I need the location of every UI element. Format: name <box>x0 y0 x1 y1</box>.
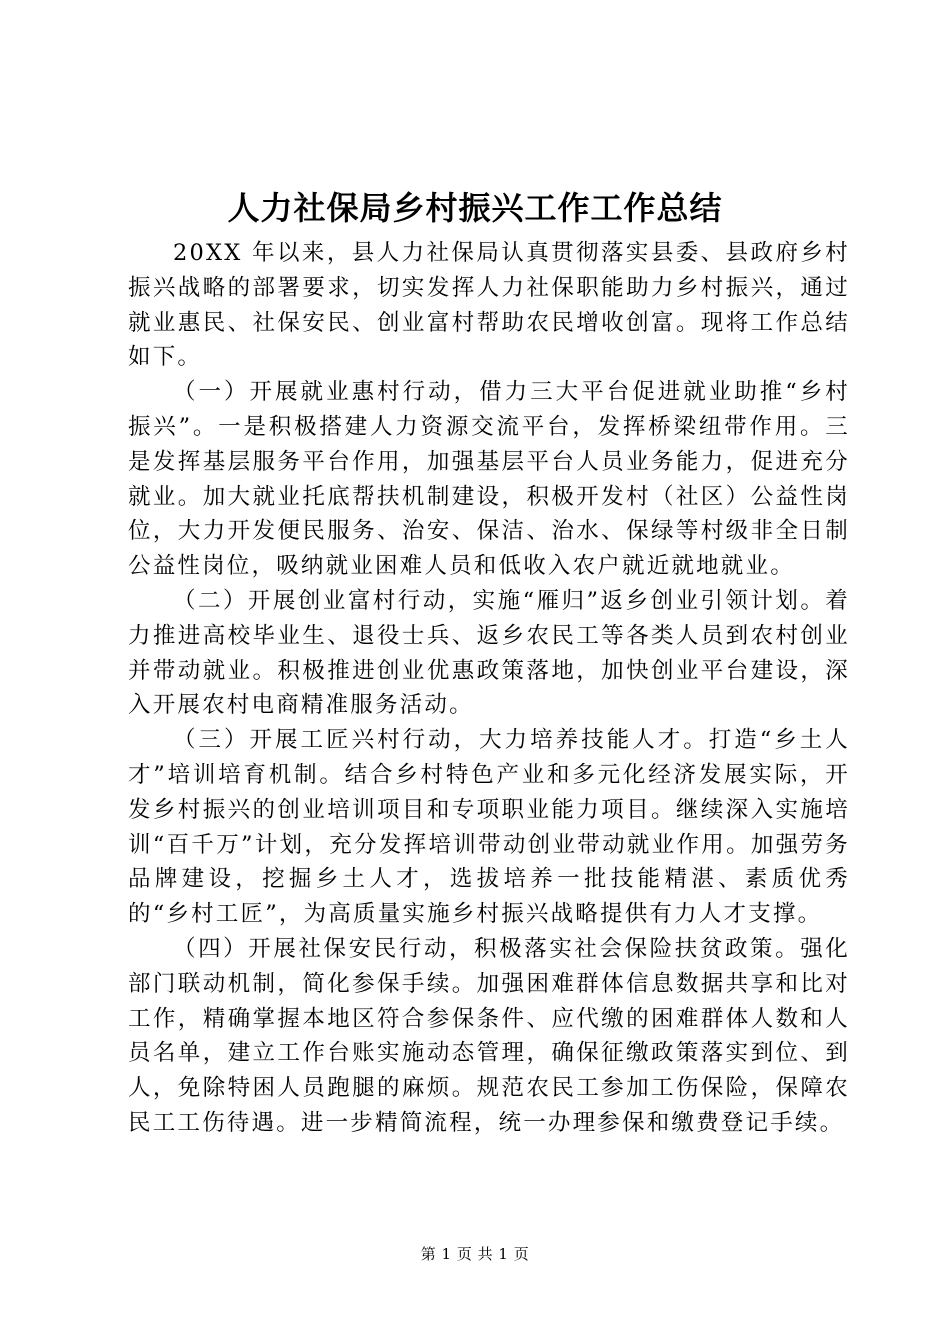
document-body <box>128 236 850 1141</box>
document-title: 人力社保局乡村振兴工作工作总结 <box>227 189 723 227</box>
page-number-footer: 第 1 页 共 1 页 <box>420 1245 530 1263</box>
paragraph-section-1: （一）开展就业惠村行动，借力三大平台促进就业助推“乡村振兴”。一是积极搭建人力资源交流平台，发挥桥梁纽带作用。三是发挥基层服务平台作用，加强基层平台人员业务能力，促进充分就业。加大就业托底帮扶机制建设，积极开发村（社区）公益性岗位，大力开发便民服务、治安、保洁、治水、保绿等村级非全日制公益性岗位，吸纳就业困难人员和低收入农户就近就地就业。 <box>128 379 850 580</box>
paragraph-section-3: （三）开展工匠兴村行动，大力培养技能人才。打造“乡土人才”培训培育机制。结合乡村特色产业和多元化经济发展实际，开发乡村振兴的创业培训项目和专项职业能力项目。继续深入实施培训“百千万”计划，充分发挥培训带动创业带动就业作用。加强劳务品牌建设，挖掘乡土人才，选拔培养一批技能精湛、素质优秀的“乡村工匠”，为高质量实施乡村振兴战略提供有力人才支撑。 <box>128 727 850 928</box>
paragraph-section-2: （二）开展创业富村行动，实施“雁归”返乡创业引领计划。着力推进高校毕业生、退役士兵、返乡农民工等各类人员到农村创业并带动就业。积极推进创业优惠政策落地，加快创业平台建设，深入开展农村电商精准服务活动。 <box>128 587 850 719</box>
paragraph-section-4: （四）开展社保安民行动，积极落实社会保险扶贫政策。强化部门联动机制，简化参保手续。加强困难群体信息数据共享和比对工作，精确掌握本地区符合参保条件、应代缴的困难群体人数和人员名单，建立工作台账实施动态管理，确保征缴政策落实到位、到人，免除特困人员跑腿的麻烦。规范农民工参加工伤保险，保障农民工工伤待遇。进一步精简流程，统一办理参保和缴费登记手续。 <box>128 935 850 1136</box>
paragraph-intro: 20XX 年以来，县人力社保局认真贯彻落实县委、县政府乡村振兴战略的部署要求，切实发挥人力社保职能助力乡村振兴，通过就业惠民、社保安民、创业富村帮助农民增收创富。现将工作总结如下。 <box>128 240 850 371</box>
